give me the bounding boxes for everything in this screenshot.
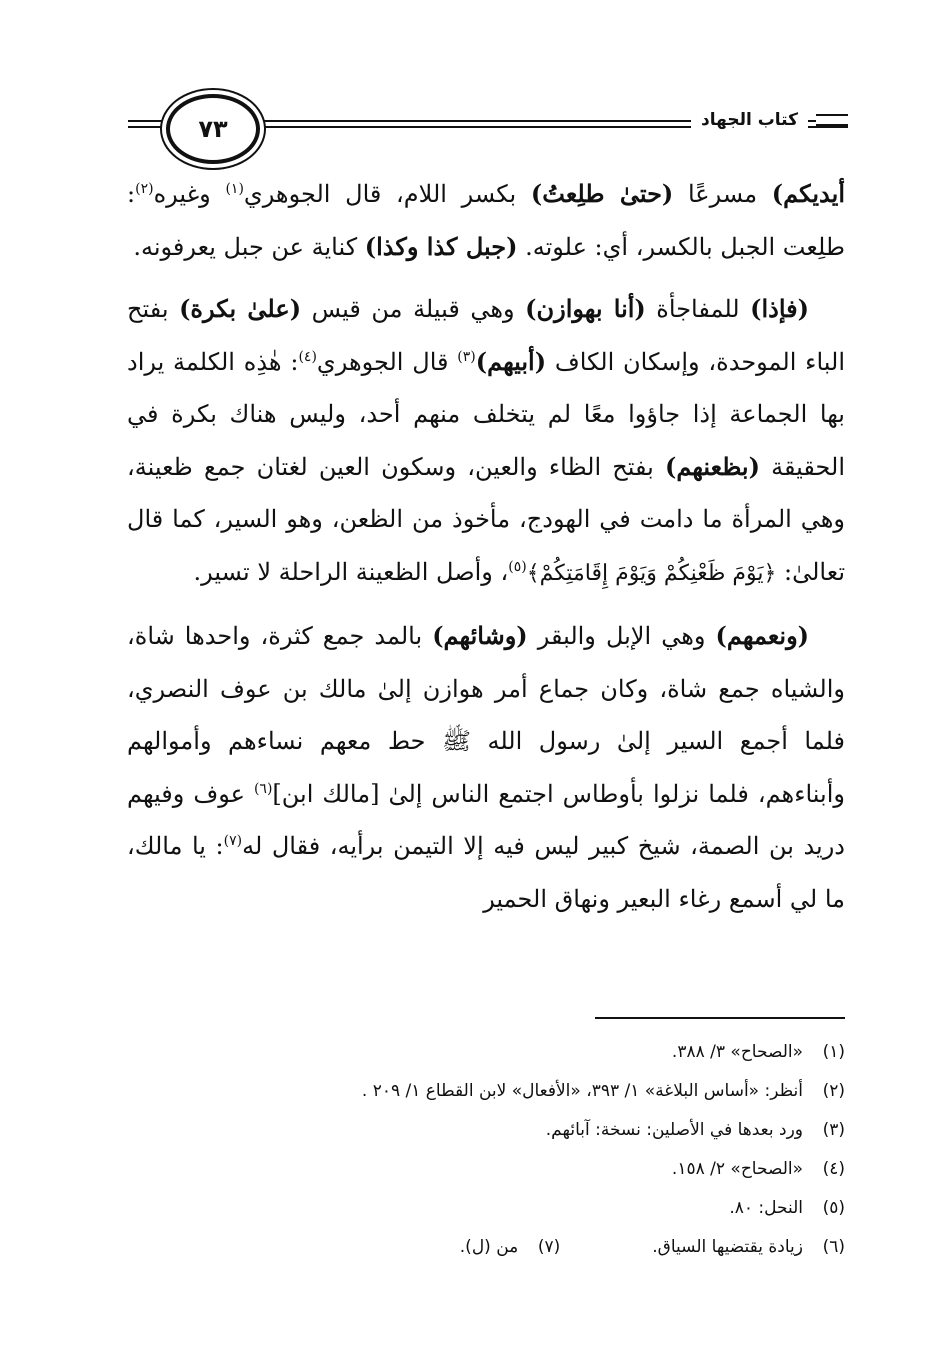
footnote-ref: (٥) <box>508 558 527 575</box>
footnote-number: (٧) <box>537 1237 561 1257</box>
paragraph <box>127 168 845 273</box>
page-number-badge <box>166 94 260 164</box>
footnote-ref: (٧) <box>223 833 243 849</box>
bold-term: (أبيهم) <box>475 346 547 376</box>
footnote <box>127 1150 845 1189</box>
text-run: وهي الإبل والبقر <box>527 622 716 650</box>
running-title: كتاب الجهاد <box>691 110 808 130</box>
footnote-ref: (٤) <box>298 348 317 365</box>
text-run: بالمد جمع كثرة، واحدها شاة، والشياه جمع شاة، وكان جماع أمر هوازن إلىٰ مالك بن عوف النصري، فلما أجمع السير إلىٰ رسول الله ﷺ حط معهم نساءهم وأموالهم وأبناءهم، فلما نزلوا بأوطاس اجتمع الناس إلىٰ [مالك ابن] <box>127 622 845 808</box>
footnote-inline <box>460 1228 560 1267</box>
footnote-ref: (٦) <box>253 780 273 797</box>
bold-term: (علىٰ بكرة) <box>179 294 302 323</box>
footnote-text: «الصحاح» ٢/ ١٥٨. <box>671 1159 803 1179</box>
text-run: بفتح الباء الموحدة، وإسكان الكاف <box>127 295 846 376</box>
footnote-number: (٣) <box>822 1120 845 1140</box>
bold-term: (بظعنهم) <box>665 451 760 481</box>
text-run: : يا مالك، ما لي أسمع رغاء البعير ونهاق الحمير <box>127 832 845 913</box>
bold-term: (ونعمهم) <box>715 621 810 650</box>
text-run: : طلِعت الجبل بالكسر، أي: علوته. <box>127 180 845 261</box>
footnote-number: (٥) <box>822 1198 845 1218</box>
footnote-text: أنظر: «أساس البلاغة» ١/ ٣٩٣، «الأفعال» لابن القطاع ١/ ٢٠٩ . <box>361 1081 803 1101</box>
footnote-number: (٤) <box>822 1159 845 1179</box>
footnote-number: (٢) <box>822 1081 845 1101</box>
body-text <box>127 168 845 925</box>
footnote-number: (٦) <box>822 1237 845 1257</box>
text-run: : هٰذِه الكلمة يراد بها الجماعة إذا جاؤوا معًا لم يتخلف منهم أحد، وليس هناك بكرة في الحقيقة <box>127 347 845 481</box>
header-ornament <box>816 114 848 126</box>
text-run: وهي قبيلة من قيس <box>301 295 526 323</box>
text-run: كناية عن جبل يعرفونه. <box>133 232 365 261</box>
footnote-number: (١) <box>822 1042 845 1062</box>
footnote <box>127 1111 845 1150</box>
paragraph <box>127 610 845 925</box>
text-run: بفتح الظاء والعين، وسكون العين لغتان جمع ظعينة، وهي المرأة ما دامت في الهودج، مأخوذ من الظعن، وهو السير، كما قال تعالىٰ: <box>127 452 845 586</box>
footnote-text: من (ل). <box>459 1237 519 1257</box>
bold-term: (أنا بهوازن) <box>525 294 646 323</box>
footnote-text: ورد بعدها في الأصلين: نسخة: آبائهم. <box>545 1120 803 1140</box>
text-run: بكسر اللام، قال الجوهري <box>243 180 531 208</box>
page-header <box>128 92 848 162</box>
footnote <box>127 1033 845 1072</box>
footnote <box>127 1228 845 1267</box>
page-number: ٧٣ <box>198 115 228 143</box>
text-run: عوف وفيهم دريد بن الصمة، شيخ كبير ليس فيه إلا التيمن برأيه، فقال له <box>127 779 845 860</box>
bold-term: (جبل كذا وكذا) <box>364 231 518 261</box>
footnote <box>127 1072 845 1111</box>
text-run: للمفاجأة <box>645 295 751 323</box>
footnote-text: زيادة يقتضيها السياق. <box>652 1237 803 1257</box>
bold-term: (فإذا) <box>750 294 809 323</box>
text-run: مسرعًا <box>673 180 772 208</box>
footnote-ref: (٢) <box>135 181 154 197</box>
bold-term: (وشائهم) <box>432 621 528 650</box>
footnote <box>127 1189 845 1228</box>
bold-term: (حتىٰ طلِعتُ) <box>530 179 674 208</box>
footnote-ref: (١) <box>225 181 244 197</box>
text-run: قال الجوهري <box>316 347 458 376</box>
paragraph <box>127 283 845 600</box>
footnotes <box>127 1033 845 1267</box>
bold-term: أيديكم) <box>771 179 845 208</box>
text-run: ، وأصل الظعينة الراحلة لا تسير. <box>193 557 509 586</box>
footnote-text: «الصحاح» ٣/ ٣٨٨. <box>671 1042 803 1062</box>
footnote-text: النحل: ٨٠. <box>729 1198 803 1218</box>
quran-verse: ﴿يَوْمَ ظَعْنِكُمْ وَيَوْمَ إِقَامَتِكُمْ﴾ <box>526 560 777 586</box>
footnote-ref: (٣) <box>457 348 476 365</box>
text-run: وغيره <box>153 180 226 208</box>
footnote-separator <box>595 1017 845 1019</box>
